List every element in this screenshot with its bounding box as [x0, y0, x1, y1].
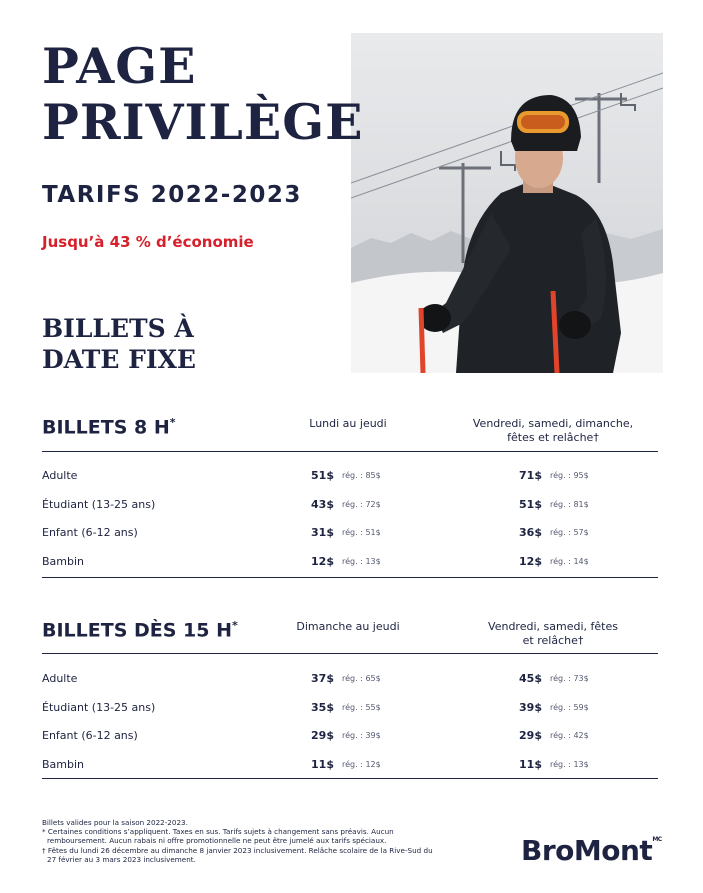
col-head-weekend — [480, 620, 626, 648]
category-label: Adulte — [42, 469, 78, 482]
title-line-1: PAGE — [42, 37, 197, 95]
section-15h-title — [42, 619, 238, 641]
regular-price: rég. : 12$ — [342, 760, 381, 769]
savings-label: Jusqu’à 43 % d’économie — [42, 233, 254, 251]
price: 51$ — [311, 469, 334, 482]
category-label: Bambin — [42, 555, 85, 568]
section-15h — [42, 615, 658, 781]
price: 12$ — [311, 555, 334, 568]
logo-text: BroMont — [521, 834, 653, 867]
table-row — [42, 461, 658, 490]
table-row — [42, 490, 658, 519]
regular-price: rég. : 57$ — [550, 528, 589, 537]
table-row — [42, 664, 658, 693]
category-label: Enfant (6-12 ans) — [42, 526, 138, 539]
footer-rule — [42, 577, 658, 578]
price: 45$ — [519, 672, 542, 685]
price: 11$ — [311, 758, 334, 771]
table-row — [42, 547, 658, 576]
table-row — [42, 721, 658, 750]
table-row — [42, 693, 658, 722]
col-head-weekend — [470, 417, 636, 445]
col-head-line: Lundi au jeudi — [309, 417, 387, 430]
col-head-line: Dimanche au jeudi — [296, 620, 400, 633]
price: 29$ — [311, 729, 334, 742]
asterisk-mark: * — [169, 416, 176, 429]
regular-price: rég. : 72$ — [342, 500, 381, 509]
regular-price: rég. : 85$ — [342, 471, 381, 480]
price: 43$ — [311, 498, 334, 511]
regular-price: rég. : 59$ — [550, 703, 589, 712]
regular-price: rég. : 51$ — [342, 528, 381, 537]
tickets-subtitle — [42, 313, 196, 375]
price: 29$ — [519, 729, 542, 742]
header-rule — [42, 451, 658, 452]
header-rule — [42, 653, 658, 654]
regular-price: rég. : 39$ — [342, 731, 381, 740]
footnote-line: Billets valides pour la saison 2022-2023. — [42, 818, 188, 827]
season-label: TARIFS 2022-2023 — [42, 182, 302, 208]
col-head-line: Vendredi, samedi, fêtes — [488, 620, 618, 633]
price: 39$ — [519, 701, 542, 714]
regular-price: rég. : 95$ — [550, 471, 589, 480]
price: 31$ — [311, 526, 334, 539]
category-label: Adulte — [42, 672, 78, 685]
section-8h — [42, 412, 658, 578]
regular-price: rég. : 81$ — [550, 500, 589, 509]
price: 37$ — [311, 672, 334, 685]
price: 11$ — [519, 758, 542, 771]
price: 12$ — [519, 555, 542, 568]
col-head-line: et relâche† — [522, 634, 584, 647]
price: 51$ — [519, 498, 542, 511]
footnote-line: * Certaines conditions s’appliquent. Taxes en sus. Tarifs sujets à changement sans préavis. Aucun — [42, 827, 394, 837]
section-8h-title — [42, 416, 176, 438]
category-label: Enfant (6-12 ans) — [42, 729, 138, 742]
regular-price: rég. : 65$ — [342, 674, 381, 683]
logo-trademark: MC — [652, 836, 662, 843]
footnotes — [42, 818, 462, 864]
table-row — [42, 518, 658, 547]
section-15h-title-text: BILLETS DÈS 15 H — [42, 619, 233, 642]
footer-rule — [42, 778, 658, 779]
col-head-weekday — [280, 620, 416, 634]
col-head-line: fêtes et relâche† — [507, 431, 599, 444]
price: 35$ — [311, 701, 334, 714]
subtitle-line-1: BILLETS À — [42, 314, 194, 343]
section-8h-title-text: BILLETS 8 H — [42, 416, 170, 439]
footnote-line: † Fêtes du lundi 26 décembre au dimanche 8 janvier 2023 inclusivement. Relâche scolaire de la Rive-Sud du — [42, 845, 433, 855]
title-line-2: PRIVILÈGE — [42, 93, 364, 151]
col-head-weekday — [290, 417, 406, 431]
category-label: Étudiant (13-25 ans) — [42, 498, 156, 511]
regular-price: rég. : 55$ — [342, 703, 381, 712]
page-title — [42, 38, 363, 150]
asterisk-mark: * — [232, 619, 238, 632]
category-label: Étudiant (13-25 ans) — [42, 701, 156, 714]
skier-photo — [351, 33, 663, 373]
category-label: Bambin — [42, 758, 85, 771]
price: 71$ — [519, 469, 542, 482]
subtitle-line-2: DATE FIXE — [42, 345, 196, 374]
col-head-line: Vendredi, samedi, dimanche, — [472, 417, 634, 430]
regular-price: rég. : 13$ — [342, 557, 381, 566]
bromont-logo — [521, 834, 662, 867]
price: 36$ — [519, 526, 542, 539]
table-row — [42, 750, 658, 779]
regular-price: rég. : 73$ — [550, 674, 589, 683]
footnote-line: remboursement. Aucun rabais ni offre promotionnelle ne peut être jumelé aux tarifs spéciaux. — [47, 836, 387, 846]
footnote-line: 27 février au 3 mars 2023 inclusivement. — [47, 854, 196, 864]
regular-price: rég. : 13$ — [550, 760, 589, 769]
regular-price: rég. : 42$ — [550, 731, 589, 740]
regular-price: rég. : 14$ — [550, 557, 589, 566]
